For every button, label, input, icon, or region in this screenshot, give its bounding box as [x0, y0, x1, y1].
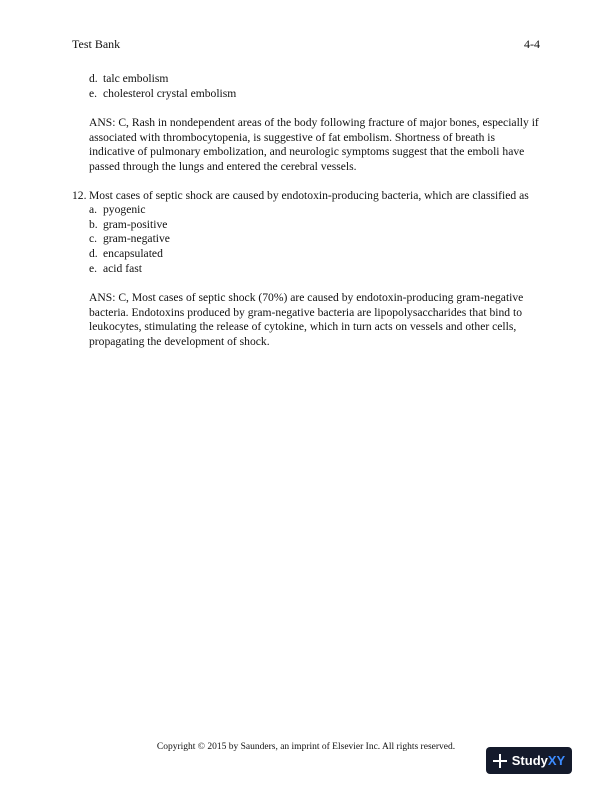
logo-text-accent: XY	[547, 753, 566, 768]
page-content	[72, 72, 541, 350]
copyright-footer: Copyright © 2015 by Saunders, an imprint of Elsevier Inc. All rights reserved.	[156, 742, 456, 752]
option-letter: e.	[89, 261, 98, 275]
option-text: gram-positive	[103, 217, 168, 231]
option-item	[89, 203, 541, 218]
previous-question-options	[89, 72, 541, 101]
question-text: Most cases of septic shock are caused by endotoxin-producing bacteria, which are classified as	[89, 188, 529, 202]
question-12	[72, 188, 541, 350]
answer-rationale: ANS: C, Most cases of septic shock (70%) are caused by endotoxin-producing gram-negative bacteria. Endotoxins produced by gram-negative bacteria are lipopolysaccharides that bind to leukocytes, stimulating the release of cytokine, which in turn acts on vessels and other cells, propagating the development of shock.	[89, 291, 524, 348]
option-letter: e.	[89, 86, 98, 100]
studyxy-logo[interactable]	[486, 747, 572, 774]
option-item	[89, 247, 541, 262]
option-text: encapsulated	[103, 246, 163, 260]
logo-text-main: Study	[511, 753, 548, 768]
option-text: gram-negative	[103, 232, 170, 246]
option-item	[89, 262, 541, 277]
option-text: pyogenic	[103, 203, 146, 217]
logo-text	[512, 753, 565, 768]
previous-answer-rationale: ANS: C, Rash in nondependent areas of the body following fracture of major bones, especially if associated with thrombocytopenia, is suggestive of fat embolism. Shortness of breath is indicative of pulmonary embolization, and neurologic symptoms suggest that the emboli have passed through the lungs and entered the cerebral vessels.	[89, 116, 539, 173]
question-options	[89, 203, 541, 276]
option-item	[89, 87, 541, 102]
option-item	[89, 72, 541, 87]
option-text: talc embolism	[103, 72, 169, 85]
option-letter: a.	[89, 203, 98, 217]
header-title: Test Bank	[72, 37, 121, 51]
option-letter: c.	[89, 232, 98, 246]
option-item	[89, 232, 541, 247]
question-number: 12.	[72, 188, 87, 202]
option-item	[89, 218, 541, 233]
option-text: cholesterol crystal embolism	[103, 86, 237, 100]
page-number: 4-4	[524, 37, 540, 51]
option-letter: d.	[89, 72, 98, 85]
option-letter: d.	[89, 246, 98, 260]
option-text: acid fast	[103, 261, 142, 275]
option-letter: b.	[89, 217, 98, 231]
plus-icon	[493, 754, 507, 768]
